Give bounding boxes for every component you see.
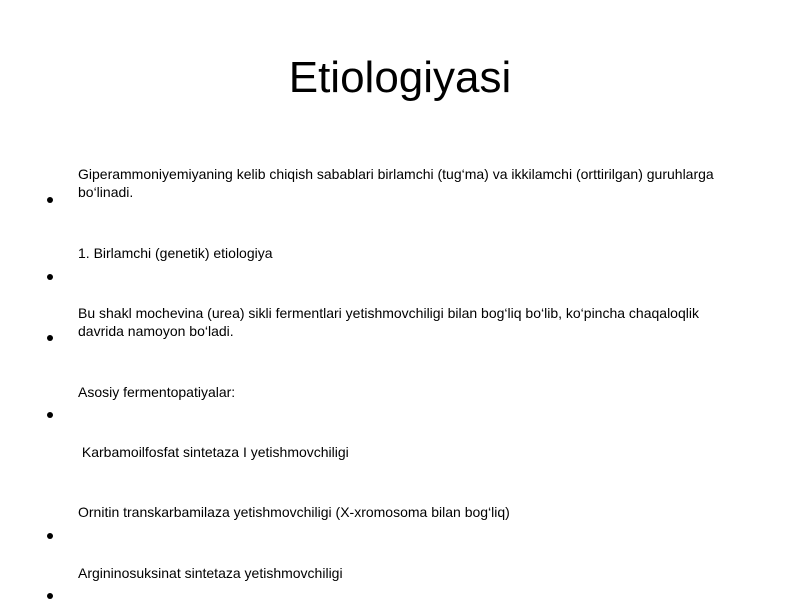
bullet-text: Karbamoilfosfat sintetaza I yetishmovchiligi bbox=[78, 444, 349, 460]
bullet-text: Asosiy fermentopatiyalar: bbox=[78, 384, 236, 400]
bullet-dot bbox=[47, 412, 53, 418]
bullet-dot bbox=[47, 274, 53, 280]
slide-title: Etiologiyasi bbox=[288, 53, 512, 102]
bullet-text: 1. Birlamchi (genetik) etiologiya bbox=[78, 245, 273, 261]
bullet-dot bbox=[47, 335, 53, 341]
bullet-dot bbox=[47, 533, 53, 539]
bullet-text: Giperammoniyemiyaning kelib chiqish sabablari birlamchi (tug‘ma) va ikkilamchi (orttirilgan) guruhlarga bo‘linadi. bbox=[78, 166, 714, 200]
bullet-text: Bu shakl mochevina (urea) sikli fermentlari yetishmovchiligi bilan bog‘liq bo‘lib, ko‘pincha chaqaloqlik davrida namoyon bo‘ladi. bbox=[78, 305, 699, 339]
bullet-text: Argininosuksinat sintetaza yetishmovchiligi bbox=[78, 565, 343, 581]
bullet-dot bbox=[47, 593, 53, 599]
bullet-dot bbox=[47, 197, 53, 203]
bullet-text: Ornitin transkarbamilaza yetishmovchiligi (X-xromosoma bilan bog‘liq) bbox=[78, 504, 510, 520]
